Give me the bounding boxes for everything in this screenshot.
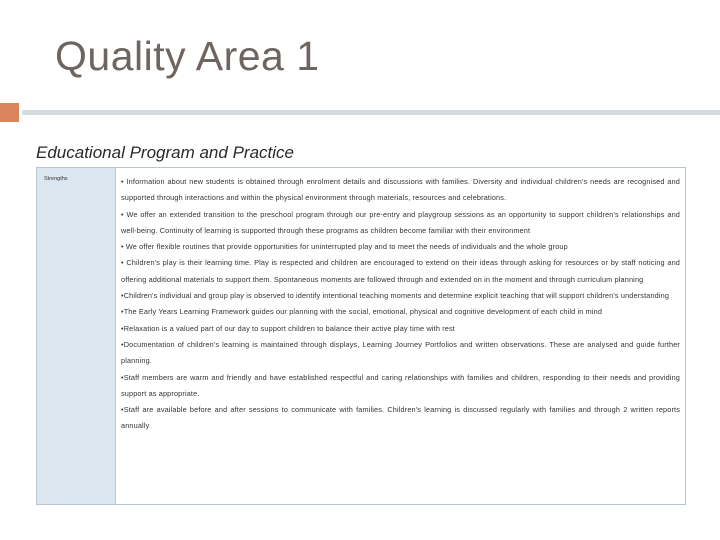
list-item: • Information about new students is obtained through enrolment details and discussions with families. Diversity and individual children's needs are recognised and supported through interactions and within the physical environment through materials, resources and celebrations. bbox=[121, 177, 680, 203]
accent-square bbox=[0, 103, 19, 122]
list-item: •Staff members are warm and friendly and have established respectful and caring relationships with families and children, responding to their needs and providing support as appropriate. bbox=[121, 372, 680, 398]
list-item: •Staff are available before and after sessions to communicate with families. Children's learning is discussed regularly with families and through 2 written reports annually bbox=[121, 405, 680, 431]
accent-divider-line bbox=[22, 110, 720, 115]
list-item: • We offer flexible routines that provide opportunities for uninterrupted play and to meet the needs of individuals and the whole group bbox=[121, 242, 568, 252]
list-item: •The Early Years Learning Framework guides our planning with the social, emotional, physical and cognitive development of each child in mind bbox=[121, 307, 603, 317]
strengths-table bbox=[36, 167, 686, 505]
list-item: • Children's play is their learning time. Play is respected and children are encouraged to extend on their ideas through asking for resources or by staff noticing and offering additional materials to support them. Spontaneous moments are followed through and extended on in the moment and through curriculum planning bbox=[121, 258, 680, 284]
list-item: •Documentation of children's learning is maintained through displays, Learning Journey Portfolios and written observations. These are analysed and guide further planning. bbox=[121, 339, 680, 366]
strengths-label: Strengths bbox=[44, 176, 68, 182]
list-item: • We offer an extended transition to the preschool program through our pre-entry and playgroup sessions as an opportunity to support children's relationships and well-being. Continuity of learning is supported through these programs as children become familiar with their environment bbox=[121, 209, 680, 235]
list-item: •Relaxation is a valued part of our day to support children to balance their active play time with rest bbox=[121, 323, 455, 333]
slide-title: Quality Area 1 bbox=[55, 33, 320, 79]
section-subtitle: Educational Program and Practice bbox=[36, 143, 294, 162]
strengths-list bbox=[121, 174, 680, 435]
list-item: •Children's individual and group play is observed to identify intentional teaching moments and determine explicit teaching that will support children's understanding bbox=[121, 291, 670, 301]
label-column bbox=[37, 168, 116, 504]
